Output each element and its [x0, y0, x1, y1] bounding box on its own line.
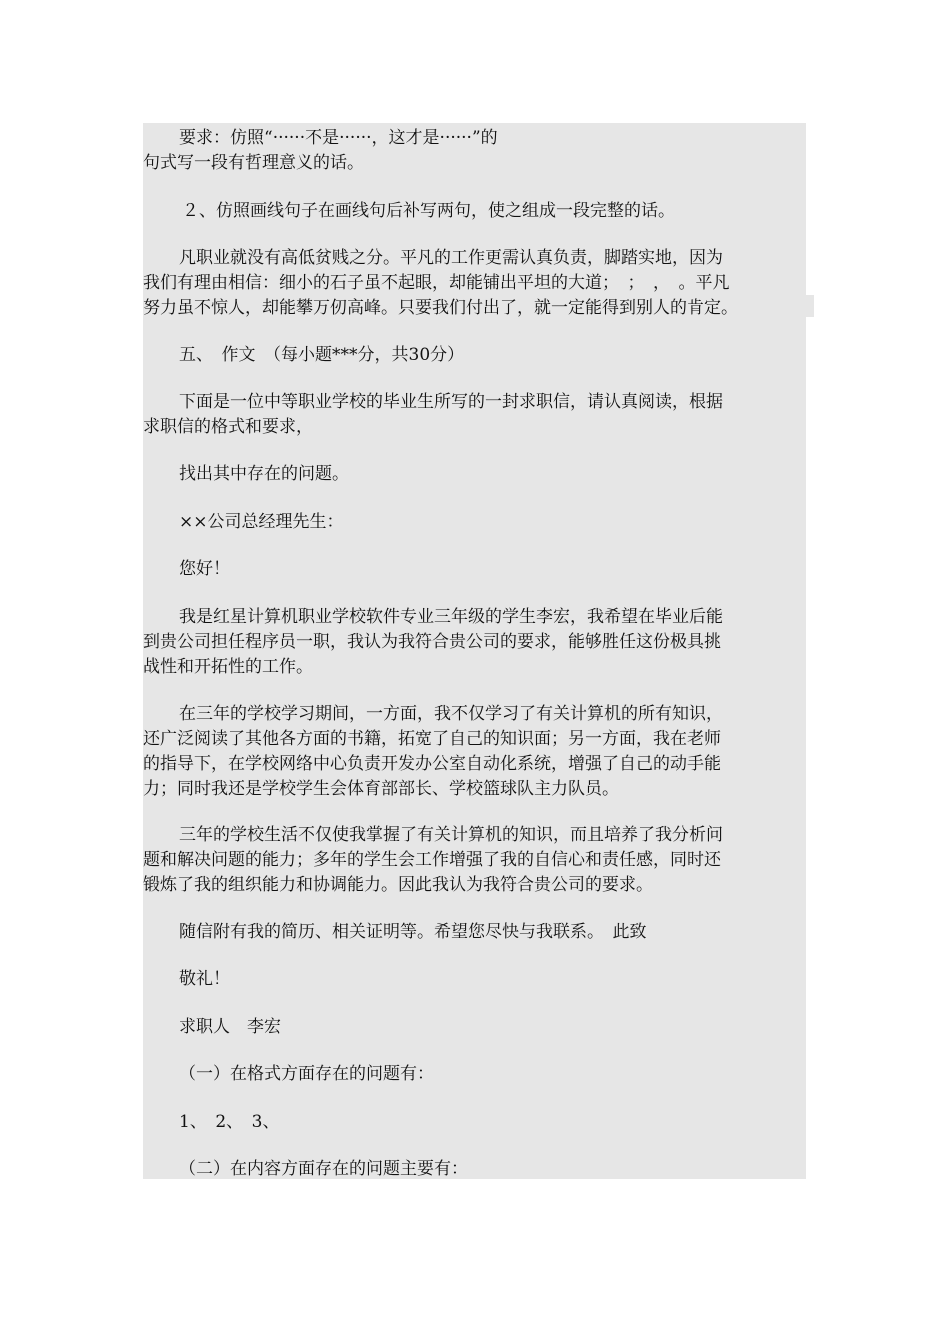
shaded-line-extension — [806, 295, 814, 317]
body-1-line-2: 到贵公司担任程序员一职，我认为我符合贵公司的要求，能够胜任这份极具挑 — [143, 632, 721, 652]
intro-paragraph-cont — [143, 415, 806, 440]
imitation-line-1: 凡职业就没有高低贫贱之分。平凡的工作更需认真负责，脚踏实地，因为 — [179, 248, 723, 268]
intro-line-1: 下面是一位中等职业学校的毕业生所写的一封求职信，请认真阅读，根据 — [179, 392, 723, 412]
format-answer-items: 1、 2、 3、 — [179, 1112, 280, 1132]
requirement-line-1: 要求：仿照“······不是······，这才是······”的 — [179, 128, 498, 148]
letter-closing — [143, 920, 806, 945]
imitation-paragraph — [143, 246, 806, 271]
letter-salutation — [143, 510, 806, 535]
format-answer-blanks — [143, 1110, 806, 1135]
letter-body-3-cont — [143, 848, 806, 898]
salutation-text: ××公司总经理先生： — [179, 512, 344, 532]
letter-body-2-cont — [143, 727, 806, 802]
body-2-line-4: 力；同时我还是学校学生会体育部部长、学校篮球队主力队员。 — [143, 779, 619, 799]
body-2-line-3: 的指导下，在学校网络中心负责开发办公室自动化系统，增强了自己的动手能 — [143, 754, 721, 774]
imitation-line-3: 努力虽不惊人，却能攀万仞高峰。只要我们付出了，就一定能得到别人的肯定。 — [143, 298, 738, 318]
letter-body-2 — [143, 702, 806, 727]
section-5-text: 五、 作文 （每小题***分，共30分） — [179, 345, 465, 365]
body-3-line-2: 题和解决问题的能力；多年的学生会工作增强了我的自信心和责任感，同时还 — [143, 850, 721, 870]
regards-text: 敬礼！ — [179, 969, 230, 989]
question-2 — [143, 199, 806, 224]
find-problems-text: 找出其中存在的问题。 — [179, 464, 349, 484]
greeting-text: 您好！ — [179, 559, 230, 579]
content-question — [143, 1157, 806, 1182]
find-problems — [143, 462, 806, 487]
body-2-line-2: 还广泛阅读了其他各方面的书籍，拓宽了自己的知识面；另一方面，我在老师 — [143, 729, 721, 749]
closing-text: 随信附有我的简历、相关证明等。希望您尽快与我联系。 此致 — [179, 922, 647, 942]
intro-paragraph — [143, 390, 806, 415]
imitation-paragraph-cont — [143, 271, 806, 321]
requirement-paragraph-cont — [143, 151, 806, 176]
letter-body-1 — [143, 605, 806, 630]
format-question — [143, 1062, 806, 1087]
question-2-text: ２、仿照画线句子在画线句后补写两句，使之组成一段完整的话。 — [182, 201, 675, 221]
requirement-line-2: 句式写一段有哲理意义的话。 — [143, 153, 364, 173]
signature-text: 求职人 李宏 — [179, 1017, 281, 1037]
letter-regards — [143, 967, 806, 992]
body-3-line-3: 锻炼了我的组织能力和协调能力。因此我认为我符合贵公司的要求。 — [143, 875, 653, 895]
letter-greeting — [143, 557, 806, 582]
letter-signature — [143, 1015, 806, 1040]
content-question-text: （二）在内容方面存在的问题主要有： — [179, 1159, 468, 1179]
requirement-paragraph — [143, 126, 806, 151]
intro-line-2: 求职信的格式和要求， — [143, 417, 313, 437]
letter-body-1-cont — [143, 630, 806, 680]
imitation-line-2: 我们有理由相信：细小的石子虽不起眼，却能铺出平坦的大道； ； ， 。平凡 — [143, 273, 730, 293]
body-2-line-1: 在三年的学校学习期间，一方面，我不仅学习了有关计算机的所有知识， — [179, 704, 723, 724]
section-5-heading — [143, 343, 806, 368]
body-1-line-1: 我是红星计算机职业学校软件专业三年级的学生李宏，我希望在毕业后能 — [179, 607, 723, 627]
body-1-line-3: 战性和开拓性的工作。 — [143, 657, 313, 677]
body-3-line-1: 三年的学校生活不仅使我掌握了有关计算机的知识，而且培养了我分析问 — [179, 825, 723, 845]
letter-body-3 — [143, 823, 806, 848]
format-question-text: （一）在格式方面存在的问题有： — [179, 1064, 434, 1084]
